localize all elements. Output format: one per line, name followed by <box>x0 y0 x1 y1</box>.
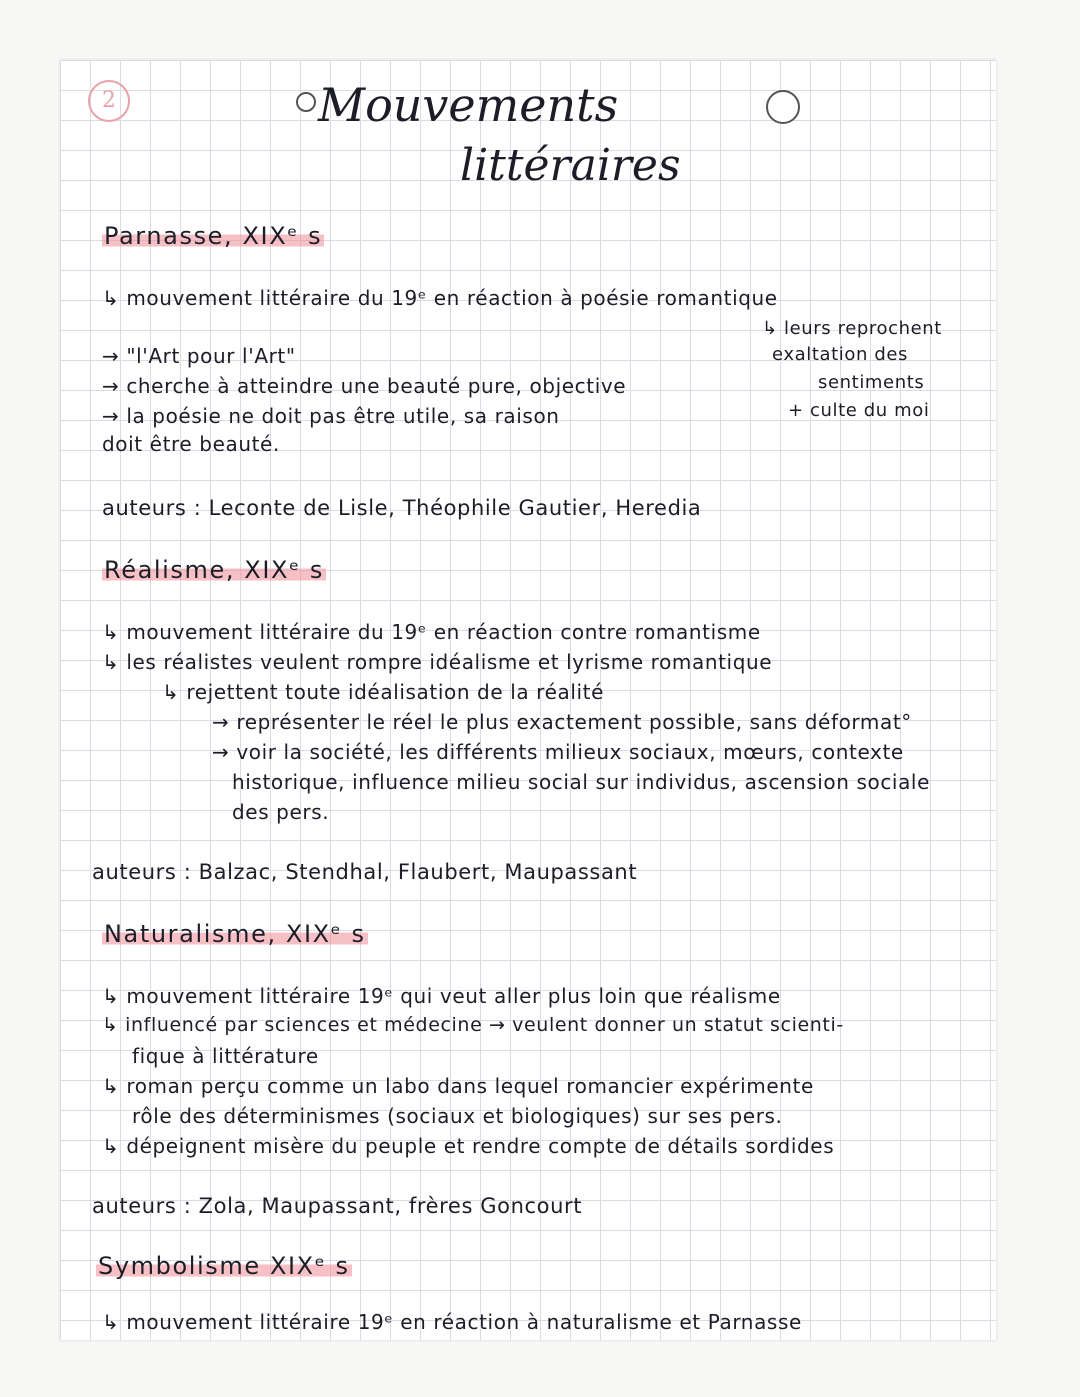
naturalisme-line-4: ↳ roman perçu comme un labo dans lequel romancier expérimente <box>102 1074 814 1098</box>
parnasse-side-1: ↳ leurs reprochent <box>762 318 942 339</box>
binder-hole-left <box>296 92 316 112</box>
naturalisme-authors: auteurs : Zola, Maupassant, frères Goncourt <box>92 1194 583 1218</box>
realisme-line-4: → représenter le réel le plus exactement possible, sans déformat° <box>212 710 912 734</box>
section-heading-naturalisme: Naturalisme, XIXᵉ s <box>104 920 366 948</box>
section-heading-realisme: Réalisme, XIXᵉ s <box>104 556 325 584</box>
parnasse-point-1: → "l'Art pour l'Art" <box>102 344 296 368</box>
page-title-line1: Mouvements <box>318 78 619 132</box>
page-title-line2: littéraires <box>460 140 681 191</box>
parnasse-side-2: exaltation des <box>772 344 909 365</box>
parnasse-point-2: → cherche à atteindre une beauté pure, objective <box>102 374 627 398</box>
parnasse-point-3: → la poésie ne doit pas être utile, sa raison <box>102 404 560 428</box>
naturalisme-line-5: rôle des déterminismes (sociaux et biologiques) sur ses pers. <box>132 1104 783 1128</box>
parnasse-side-4: + culte du moi <box>788 400 930 421</box>
parnasse-authors: auteurs : Leconte de Lisle, Théophile Gautier, Heredia <box>102 496 702 520</box>
binder-hole-right <box>766 90 800 124</box>
naturalisme-line-6: ↳ dépeignent misère du peuple et rendre compte de détails sordides <box>102 1134 835 1158</box>
parnasse-side-3: sentiments <box>818 372 925 393</box>
naturalisme-line-1: ↳ mouvement littéraire 19ᵉ qui veut aller plus loin que réalisme <box>102 984 781 1008</box>
realisme-line-7: des pers. <box>232 800 330 824</box>
section-heading-symbolisme: Symbolisme XIXᵉ s <box>98 1252 350 1280</box>
realisme-line-5: → voir la société, les différents milieux sociaux, mœurs, contexte <box>212 740 904 764</box>
naturalisme-line-2: ↳ influencé par sciences et médecine → veulent donner un statut scienti- <box>102 1014 844 1036</box>
naturalisme-line-3: fique à littérature <box>132 1044 319 1068</box>
page-number-badge: 2 <box>88 80 130 122</box>
realisme-line-3: ↳ rejettent toute idéalisation de la réalité <box>162 680 604 704</box>
parnasse-point-3b: doit être beauté. <box>102 432 280 456</box>
section-heading-parnasse: Parnasse, XIXᵉ s <box>104 222 323 250</box>
realisme-authors: auteurs : Balzac, Stendhal, Flaubert, Maupassant <box>92 860 638 884</box>
realisme-line-6: historique, influence milieu social sur individus, ascension sociale <box>232 770 930 794</box>
symbolisme-line-1: ↳ mouvement littéraire 19ᵉ en réaction à naturalisme et Parnasse <box>102 1310 802 1334</box>
realisme-line-1: ↳ mouvement littéraire du 19ᵉ en réaction contre romantisme <box>102 620 761 644</box>
realisme-line-2: ↳ les réalistes veulent rompre idéalisme et lyrisme romantique <box>102 650 773 674</box>
parnasse-line-1: ↳ mouvement littéraire du 19ᵉ en réaction à poésie romantique <box>102 286 778 310</box>
